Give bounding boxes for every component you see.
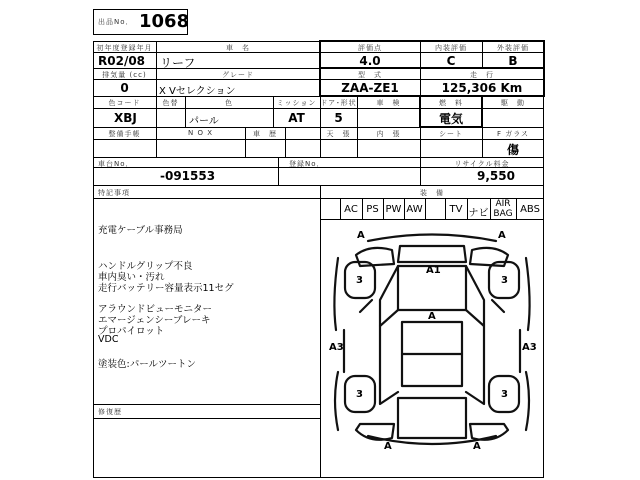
exterior-grade: B <box>508 54 518 68</box>
damage-mark: 3 <box>501 275 508 286</box>
registration-label: 登録No． <box>289 160 325 168</box>
repair-history-label: 修復歴 <box>98 408 122 416</box>
model-label: 型 式 <box>358 71 382 79</box>
exterior-label: 外装評価 <box>497 44 529 52</box>
color: パール <box>189 116 219 127</box>
recycle-label: リサイクル料金 <box>454 160 510 168</box>
interior-grade: C <box>446 54 456 68</box>
score: 4.0 <box>359 54 381 68</box>
damage-mark: A <box>498 230 506 241</box>
damage-mark: A3 <box>329 342 344 353</box>
color-code: XBJ <box>114 111 137 125</box>
note-line: 充電ケーブル事務局 <box>98 225 183 236</box>
interior-trim-label: 内 張 <box>376 130 401 138</box>
equipment-navi: ナビ <box>468 208 489 219</box>
glass: 傷 <box>506 143 519 157</box>
damage-mark: 3 <box>501 389 508 400</box>
mission-label: ミッション <box>276 99 317 107</box>
inspection-label: 車 検 <box>376 99 401 107</box>
note-line: 走行バッテリー容量表示11セグ <box>98 283 234 294</box>
mileage-label: 走 行 <box>470 71 494 79</box>
equipment-tv: TV <box>449 204 463 215</box>
displacement-label: 排気量 (cc) <box>102 71 147 79</box>
fuel: 電気 <box>438 112 463 126</box>
damage-mark: 3 <box>356 275 363 286</box>
mileage: 125,306 Km <box>441 81 523 95</box>
note-line: 車内臭い・汚れ <box>98 272 165 283</box>
lot-number: 1068 <box>139 11 190 32</box>
displacement: 0 <box>120 81 129 95</box>
reg-year: R02/08 <box>98 54 146 68</box>
glass-label: F ガラス <box>496 130 530 138</box>
color-label: 色 <box>225 99 233 107</box>
chassis: -091553 <box>160 169 216 183</box>
history-label: 車 歴 <box>253 130 277 138</box>
doors: 5 <box>334 111 343 125</box>
equipment-pw: PW <box>385 204 402 215</box>
chassis-label: 車台No． <box>98 160 134 168</box>
seat-label: シート <box>439 130 463 138</box>
reg-year-label: 初年度登録年月 <box>96 44 153 52</box>
drive-label: 駆 動 <box>501 99 525 107</box>
nox-label: N O X <box>188 129 213 137</box>
grade: X Vセレクション <box>159 86 236 97</box>
recycle: 9,550 <box>477 169 515 183</box>
equipment-ac: AC <box>344 204 358 215</box>
fuel-label: 燃 料 <box>439 99 463 107</box>
damage-mark: A <box>357 230 365 241</box>
grade-label: グレード <box>222 71 254 79</box>
note-line: 塗装色:パールツートン <box>98 359 197 370</box>
equipment-ps: PS <box>366 204 379 215</box>
note-line: VDC <box>98 334 119 345</box>
score-label: 評価点 <box>358 44 382 52</box>
manual-label: 整備手帳 <box>108 130 141 138</box>
roof-label: 天 張 <box>326 130 351 138</box>
equipment-airbag: AIR BAG <box>493 199 513 219</box>
lot-label: 出品No． <box>98 18 134 26</box>
note-line: ハンドルグリップ不良 <box>98 261 193 272</box>
equipment-aw: AW <box>406 204 423 215</box>
damage-mark: 3 <box>356 389 363 400</box>
damage-mark: A3 <box>522 342 537 353</box>
color-change-label: 色替 <box>162 99 179 107</box>
note-line: アラウンドビューモニター <box>98 304 213 315</box>
note-line: プロパイロット <box>98 326 165 337</box>
damage-mark: A1 <box>426 265 441 276</box>
notes-label: 特記事項 <box>98 189 130 197</box>
doors-label: ドア･形状 <box>320 99 357 107</box>
equipment-abs: ABS <box>520 204 540 215</box>
color-code-label: 色コード <box>108 99 141 107</box>
car-name-label: 車 名 <box>226 44 250 52</box>
equipment-label: 装 備 <box>420 189 444 197</box>
car-name: リーフ <box>160 56 196 70</box>
damage-mark: A <box>384 441 392 452</box>
damage-mark: A <box>428 311 436 322</box>
note-line: エマージェンシーブレーキ <box>98 315 211 326</box>
model: ZAA-ZE1 <box>341 81 399 95</box>
mission: AT <box>288 111 305 125</box>
damage-mark: A <box>473 441 481 452</box>
interior-label: 内装評価 <box>435 44 467 52</box>
